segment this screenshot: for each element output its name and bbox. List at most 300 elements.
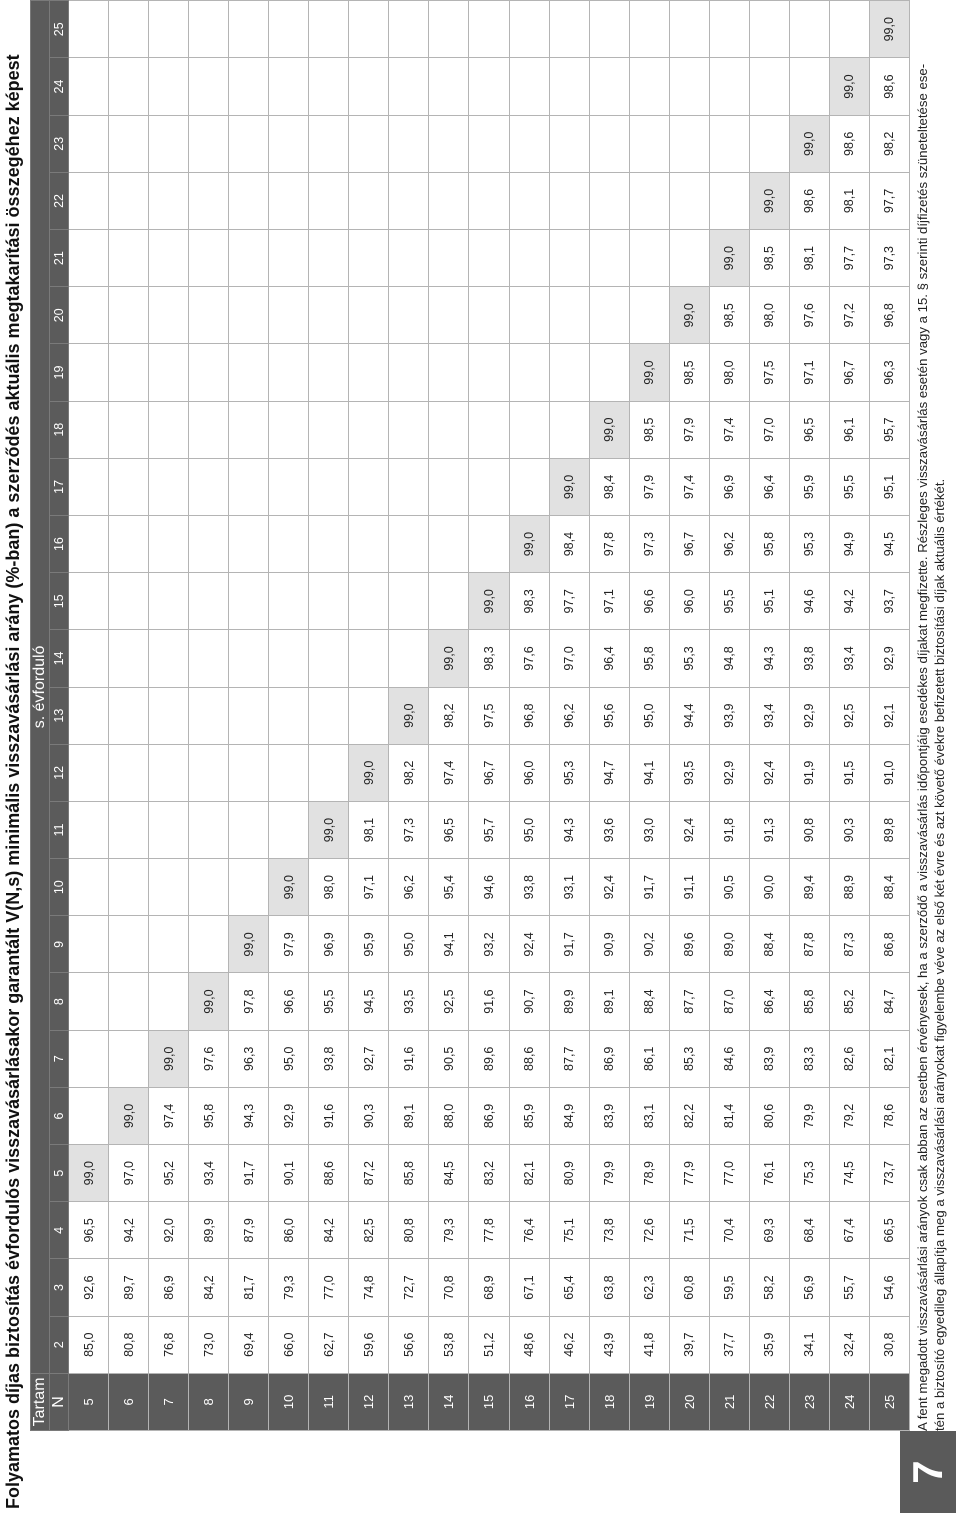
table-cell xyxy=(189,859,229,916)
table-cell: 78,6 xyxy=(869,1087,909,1144)
table-cell: 89,7 xyxy=(109,1259,149,1316)
table-cell xyxy=(549,172,589,229)
table-cell: 79,3 xyxy=(269,1259,309,1316)
table-cell: 88,9 xyxy=(829,859,869,916)
table-cell: 97,7 xyxy=(869,172,909,229)
page-title: Folyamatos díjas biztosítás évfordulós visszavásárlásakor garantált V(N,s) minimális visszavásárlási arány (%-ban) a szerződés aktuális megtakarítási összegéhez képest xyxy=(3,54,23,1509)
table-cell xyxy=(309,573,349,630)
table-cell: 96,2 xyxy=(549,687,589,744)
table-cell: 99,0 xyxy=(669,287,709,344)
table-cell: 82,2 xyxy=(669,1087,709,1144)
header-row-columns xyxy=(50,1,69,1431)
table-cell: 85,8 xyxy=(389,1145,429,1202)
table-cell xyxy=(69,1087,109,1144)
table-cell: 94,2 xyxy=(829,573,869,630)
column-header: 7 xyxy=(50,1030,69,1087)
table-cell: 94,3 xyxy=(549,801,589,858)
table-cell: 97,4 xyxy=(429,744,469,801)
table-cell xyxy=(389,172,429,229)
table-cell xyxy=(149,344,189,401)
table-cell: 87,7 xyxy=(669,973,709,1030)
table-cell: 88,6 xyxy=(309,1145,349,1202)
column-header: 5 xyxy=(50,1145,69,1202)
table-cell: 98,4 xyxy=(549,516,589,573)
table-cell: 97,6 xyxy=(189,1030,229,1087)
table-cell: 91,0 xyxy=(869,744,909,801)
table-cell xyxy=(189,801,229,858)
table-cell xyxy=(149,1,189,59)
table-cell: 99,0 xyxy=(229,916,269,973)
table-cell: 76,4 xyxy=(509,1202,549,1259)
table-cell: 95,9 xyxy=(789,458,829,515)
table-cell xyxy=(69,859,109,916)
table-cell xyxy=(309,744,349,801)
table-cell: 97,8 xyxy=(589,516,629,573)
column-header: 25 xyxy=(50,1,69,59)
table-cell: 99,0 xyxy=(69,1145,109,1202)
table-cell: 93,2 xyxy=(469,916,509,973)
table-cell: 93,9 xyxy=(709,687,749,744)
table-cell: 86,9 xyxy=(589,1030,629,1087)
table-cell xyxy=(229,115,269,172)
table-cell xyxy=(469,172,509,229)
table-row xyxy=(869,1,909,1431)
table-cell: 95,5 xyxy=(709,573,749,630)
row-header-n: 15 xyxy=(469,1373,509,1430)
table-cell: 91,3 xyxy=(749,801,789,858)
table-row xyxy=(69,1,109,1431)
table-cell xyxy=(69,1030,109,1087)
table-cell: 92,7 xyxy=(349,1030,389,1087)
table-row xyxy=(549,1,589,1431)
column-header: 15 xyxy=(50,573,69,630)
table-cell xyxy=(109,744,149,801)
table-cell: 85,9 xyxy=(509,1087,549,1144)
table-cell: 94,6 xyxy=(789,573,829,630)
table-cell: 39,7 xyxy=(669,1316,709,1373)
table-cell xyxy=(389,573,429,630)
table-cell: 98,5 xyxy=(709,287,749,344)
table-cell: 99,0 xyxy=(789,115,829,172)
table-cell xyxy=(69,230,109,287)
table-cell: 68,9 xyxy=(469,1259,509,1316)
table-cell: 96,7 xyxy=(469,744,509,801)
table-cell: 85,0 xyxy=(69,1316,109,1373)
table-cell: 97,6 xyxy=(789,287,829,344)
table-cell xyxy=(69,573,109,630)
table-cell: 93,8 xyxy=(509,859,549,916)
table-cell xyxy=(469,344,509,401)
table-cell: 95,8 xyxy=(749,516,789,573)
table-cell xyxy=(309,630,349,687)
table-cell: 93,0 xyxy=(629,801,669,858)
table-cell: 96,3 xyxy=(869,344,909,401)
table-cell: 99,0 xyxy=(549,458,589,515)
table-cell xyxy=(389,115,429,172)
table-cell xyxy=(629,287,669,344)
table-cell xyxy=(269,1,309,59)
table-cell: 99,0 xyxy=(709,230,749,287)
table-row xyxy=(389,1,429,1431)
table-cell xyxy=(709,115,749,172)
table-row xyxy=(189,1,229,1431)
table-row xyxy=(749,1,789,1431)
table-cell xyxy=(189,115,229,172)
table-cell: 95,4 xyxy=(429,859,469,916)
table-cell: 79,3 xyxy=(429,1202,469,1259)
table-cell xyxy=(549,58,589,115)
table-cell: 87,9 xyxy=(229,1202,269,1259)
table-cell xyxy=(309,401,349,458)
table-cell: 90,3 xyxy=(349,1087,389,1144)
row-header-n: 20 xyxy=(669,1373,709,1430)
table-cell: 69,4 xyxy=(229,1316,269,1373)
table-cell: 93,5 xyxy=(669,744,709,801)
table-cell xyxy=(629,58,669,115)
table-cell xyxy=(229,516,269,573)
table-cell xyxy=(349,115,389,172)
table-cell: 95,0 xyxy=(509,801,549,858)
table-cell xyxy=(109,801,149,858)
column-header: 20 xyxy=(50,287,69,344)
table-cell: 59,6 xyxy=(349,1316,389,1373)
table-cell xyxy=(229,859,269,916)
table-cell xyxy=(149,230,189,287)
table-cell xyxy=(509,115,549,172)
table-cell xyxy=(229,458,269,515)
table-cell: 73,7 xyxy=(869,1145,909,1202)
table-cell: 90,1 xyxy=(269,1145,309,1202)
table-cell: 95,9 xyxy=(349,916,389,973)
table-cell: 91,8 xyxy=(709,801,749,858)
table-cell xyxy=(269,801,309,858)
table-cell: 79,9 xyxy=(589,1145,629,1202)
header-row-top xyxy=(31,1,50,1431)
row-header-n: 21 xyxy=(709,1373,749,1430)
table-row xyxy=(469,1,509,1431)
table-cell: 95,3 xyxy=(549,744,589,801)
table-cell: 95,1 xyxy=(869,458,909,515)
table-cell: 97,4 xyxy=(669,458,709,515)
table-cell xyxy=(469,401,509,458)
table-cell: 95,3 xyxy=(789,516,829,573)
table-cell: 97,2 xyxy=(829,287,869,344)
row-header-n: 9 xyxy=(229,1373,269,1430)
table-cell xyxy=(349,573,389,630)
table-cell: 87,0 xyxy=(709,973,749,1030)
table-cell xyxy=(269,344,309,401)
table-cell: 83,9 xyxy=(749,1030,789,1087)
table-cell: 85,3 xyxy=(669,1030,709,1087)
table-cell xyxy=(309,172,349,229)
table-cell: 84,9 xyxy=(549,1087,589,1144)
table-cell xyxy=(389,230,429,287)
table-cell xyxy=(269,744,309,801)
table-cell xyxy=(69,973,109,1030)
table-cell: 92,9 xyxy=(269,1087,309,1144)
table-cell xyxy=(549,1,589,59)
n-header: N xyxy=(50,1373,69,1430)
table-cell: 41,8 xyxy=(629,1316,669,1373)
table-cell xyxy=(549,344,589,401)
table-cell: 96,7 xyxy=(829,344,869,401)
row-header-n: 11 xyxy=(309,1373,349,1430)
table-cell xyxy=(229,687,269,744)
table-cell xyxy=(309,1,349,59)
table-cell: 96,0 xyxy=(509,744,549,801)
table-cell: 98,0 xyxy=(709,344,749,401)
table-cell xyxy=(349,1,389,59)
table-cell xyxy=(269,287,309,344)
table-cell: 94,8 xyxy=(709,630,749,687)
table-cell: 90,9 xyxy=(589,916,629,973)
table-cell xyxy=(509,172,549,229)
table-cell: 68,4 xyxy=(789,1202,829,1259)
table-cell: 97,1 xyxy=(589,573,629,630)
table-cell: 63,8 xyxy=(589,1259,629,1316)
table-cell: 95,8 xyxy=(189,1087,229,1144)
table-cell xyxy=(69,516,109,573)
table-cell: 84,2 xyxy=(189,1259,229,1316)
table-cell xyxy=(149,859,189,916)
table-cell: 71,5 xyxy=(669,1202,709,1259)
table-cell xyxy=(349,516,389,573)
table-cell: 99,0 xyxy=(589,401,629,458)
table-cell xyxy=(149,516,189,573)
table-cell xyxy=(389,287,429,344)
table-cell xyxy=(269,516,309,573)
table-cell: 92,4 xyxy=(669,801,709,858)
table-cell: 83,3 xyxy=(789,1030,829,1087)
table-cell: 34,1 xyxy=(789,1316,829,1373)
table-cell: 94,3 xyxy=(229,1087,269,1144)
table-cell xyxy=(69,115,109,172)
table-cell xyxy=(109,687,149,744)
table-row xyxy=(589,1,629,1431)
table-cell: 99,0 xyxy=(829,58,869,115)
column-header: 2 xyxy=(50,1316,69,1373)
table-cell: 97,0 xyxy=(109,1145,149,1202)
table-row xyxy=(269,1,309,1431)
table-cell: 99,0 xyxy=(109,1087,149,1144)
table-cell xyxy=(469,58,509,115)
table-cell: 78,9 xyxy=(629,1145,669,1202)
table-cell: 93,8 xyxy=(309,1030,349,1087)
table-cell xyxy=(669,172,709,229)
table-cell: 96,5 xyxy=(429,801,469,858)
table-cell: 80,9 xyxy=(549,1145,589,1202)
row-header-n: 22 xyxy=(749,1373,789,1430)
table-cell: 86,9 xyxy=(469,1087,509,1144)
table-cell: 96,9 xyxy=(309,916,349,973)
table-cell: 91,6 xyxy=(389,1030,429,1087)
table-cell xyxy=(149,744,189,801)
table-cell: 99,0 xyxy=(149,1030,189,1087)
table-cell xyxy=(589,172,629,229)
table-cell: 88,4 xyxy=(749,916,789,973)
table-cell: 98,2 xyxy=(389,744,429,801)
table-cell: 81,7 xyxy=(229,1259,269,1316)
evfordulo-header: s. évforduló xyxy=(31,1,50,1374)
table-cell: 98,3 xyxy=(469,630,509,687)
table-cell: 83,9 xyxy=(589,1087,629,1144)
table-cell xyxy=(309,516,349,573)
table-cell xyxy=(229,230,269,287)
table-cell xyxy=(509,58,549,115)
table-cell: 89,4 xyxy=(789,859,829,916)
table-cell xyxy=(269,630,309,687)
table-cell xyxy=(229,801,269,858)
table-cell xyxy=(429,1,469,59)
table-cell: 92,4 xyxy=(749,744,789,801)
table-cell: 96,1 xyxy=(829,401,869,458)
table-cell: 90,8 xyxy=(789,801,829,858)
table-cell xyxy=(509,344,549,401)
table-cell: 97,4 xyxy=(709,401,749,458)
table-cell: 91,9 xyxy=(789,744,829,801)
table-cell: 98,1 xyxy=(829,172,869,229)
table-cell: 93,7 xyxy=(869,573,909,630)
table-cell: 56,6 xyxy=(389,1316,429,1373)
table-cell: 98,2 xyxy=(869,115,909,172)
table-cell: 95,2 xyxy=(149,1145,189,1202)
table-cell: 99,0 xyxy=(349,744,389,801)
column-header: 9 xyxy=(50,916,69,973)
column-header: 16 xyxy=(50,516,69,573)
table-cell xyxy=(589,58,629,115)
table-cell xyxy=(149,630,189,687)
table-cell: 95,0 xyxy=(389,916,429,973)
table-cell xyxy=(149,401,189,458)
table-cell: 99,0 xyxy=(269,859,309,916)
table-cell: 86,4 xyxy=(749,973,789,1030)
table-cell: 94,3 xyxy=(749,630,789,687)
table-row xyxy=(309,1,349,1431)
table-cell: 97,1 xyxy=(349,859,389,916)
table-cell: 99,0 xyxy=(429,630,469,687)
table-cell xyxy=(109,115,149,172)
table-cell: 62,3 xyxy=(629,1259,669,1316)
table-cell: 83,2 xyxy=(469,1145,509,1202)
table-cell: 65,4 xyxy=(549,1259,589,1316)
table-cell xyxy=(109,287,149,344)
table-cell xyxy=(549,115,589,172)
table-row xyxy=(349,1,389,1431)
table-cell: 97,4 xyxy=(149,1087,189,1144)
table-cell xyxy=(549,401,589,458)
table-cell: 35,9 xyxy=(749,1316,789,1373)
table-cell: 93,4 xyxy=(749,687,789,744)
row-header-n: 16 xyxy=(509,1373,549,1430)
table-cell: 86,8 xyxy=(869,916,909,973)
table-cell: 77,0 xyxy=(309,1259,349,1316)
table-cell xyxy=(229,1,269,59)
table-cell xyxy=(149,973,189,1030)
table-cell: 93,8 xyxy=(789,630,829,687)
table-cell: 89,6 xyxy=(469,1030,509,1087)
table-cell: 96,5 xyxy=(69,1202,109,1259)
table-cell: 89,9 xyxy=(549,973,589,1030)
table-cell: 96,6 xyxy=(269,973,309,1030)
table-cell xyxy=(229,630,269,687)
table-cell xyxy=(669,115,709,172)
table-cell: 86,1 xyxy=(629,1030,669,1087)
table-cell: 84,2 xyxy=(309,1202,349,1259)
table-cell: 92,0 xyxy=(149,1202,189,1259)
table-cell: 97,9 xyxy=(269,916,309,973)
table-cell xyxy=(149,687,189,744)
table-cell: 82,5 xyxy=(349,1202,389,1259)
table-cell: 97,7 xyxy=(829,230,869,287)
column-header: 11 xyxy=(50,801,69,858)
table-cell xyxy=(589,115,629,172)
table-cell xyxy=(189,344,229,401)
row-header-n: 18 xyxy=(589,1373,629,1430)
table-cell: 88,6 xyxy=(509,1030,549,1087)
table-cell: 94,1 xyxy=(429,916,469,973)
table-cell xyxy=(109,1030,149,1087)
table-cell: 76,1 xyxy=(749,1145,789,1202)
table-cell xyxy=(189,744,229,801)
table-cell xyxy=(669,230,709,287)
table-cell xyxy=(149,573,189,630)
table-cell: 92,5 xyxy=(829,687,869,744)
table-cell: 94,5 xyxy=(349,973,389,1030)
table-cell xyxy=(429,344,469,401)
table-cell: 90,3 xyxy=(829,801,869,858)
table-cell: 95,7 xyxy=(869,401,909,458)
table-cell: 98,6 xyxy=(789,172,829,229)
table-cell xyxy=(389,1,429,59)
table-cell: 97,1 xyxy=(789,344,829,401)
column-header: 22 xyxy=(50,172,69,229)
table-cell: 92,5 xyxy=(429,973,469,1030)
table-cell xyxy=(269,458,309,515)
row-header-n: 7 xyxy=(149,1373,189,1430)
table-cell: 89,0 xyxy=(709,916,749,973)
table-cell: 98,0 xyxy=(749,287,789,344)
table-cell: 87,3 xyxy=(829,916,869,973)
table-cell xyxy=(469,516,509,573)
table-cell xyxy=(69,58,109,115)
table-body xyxy=(69,1,910,1431)
table-cell: 58,2 xyxy=(749,1259,789,1316)
table-cell xyxy=(629,1,669,59)
column-header: 3 xyxy=(50,1259,69,1316)
table-cell: 74,5 xyxy=(829,1145,869,1202)
row-header-n: 24 xyxy=(829,1373,869,1430)
table-cell: 90,0 xyxy=(749,859,789,916)
column-header: 14 xyxy=(50,630,69,687)
table-cell: 37,7 xyxy=(709,1316,749,1373)
table-cell: 85,2 xyxy=(829,973,869,1030)
table-cell xyxy=(629,230,669,287)
table-cell: 48,6 xyxy=(509,1316,549,1373)
table-cell xyxy=(429,172,469,229)
table-cell xyxy=(429,573,469,630)
table-cell: 97,5 xyxy=(749,344,789,401)
table-cell xyxy=(149,801,189,858)
table-cell: 80,8 xyxy=(109,1316,149,1373)
table-cell: 91,7 xyxy=(229,1145,269,1202)
table-cell xyxy=(509,1,549,59)
table-cell: 89,1 xyxy=(389,1087,429,1144)
table-cell: 72,7 xyxy=(389,1259,429,1316)
table-cell: 99,0 xyxy=(509,516,549,573)
table-cell xyxy=(509,287,549,344)
table-cell xyxy=(509,401,549,458)
table-cell xyxy=(429,401,469,458)
